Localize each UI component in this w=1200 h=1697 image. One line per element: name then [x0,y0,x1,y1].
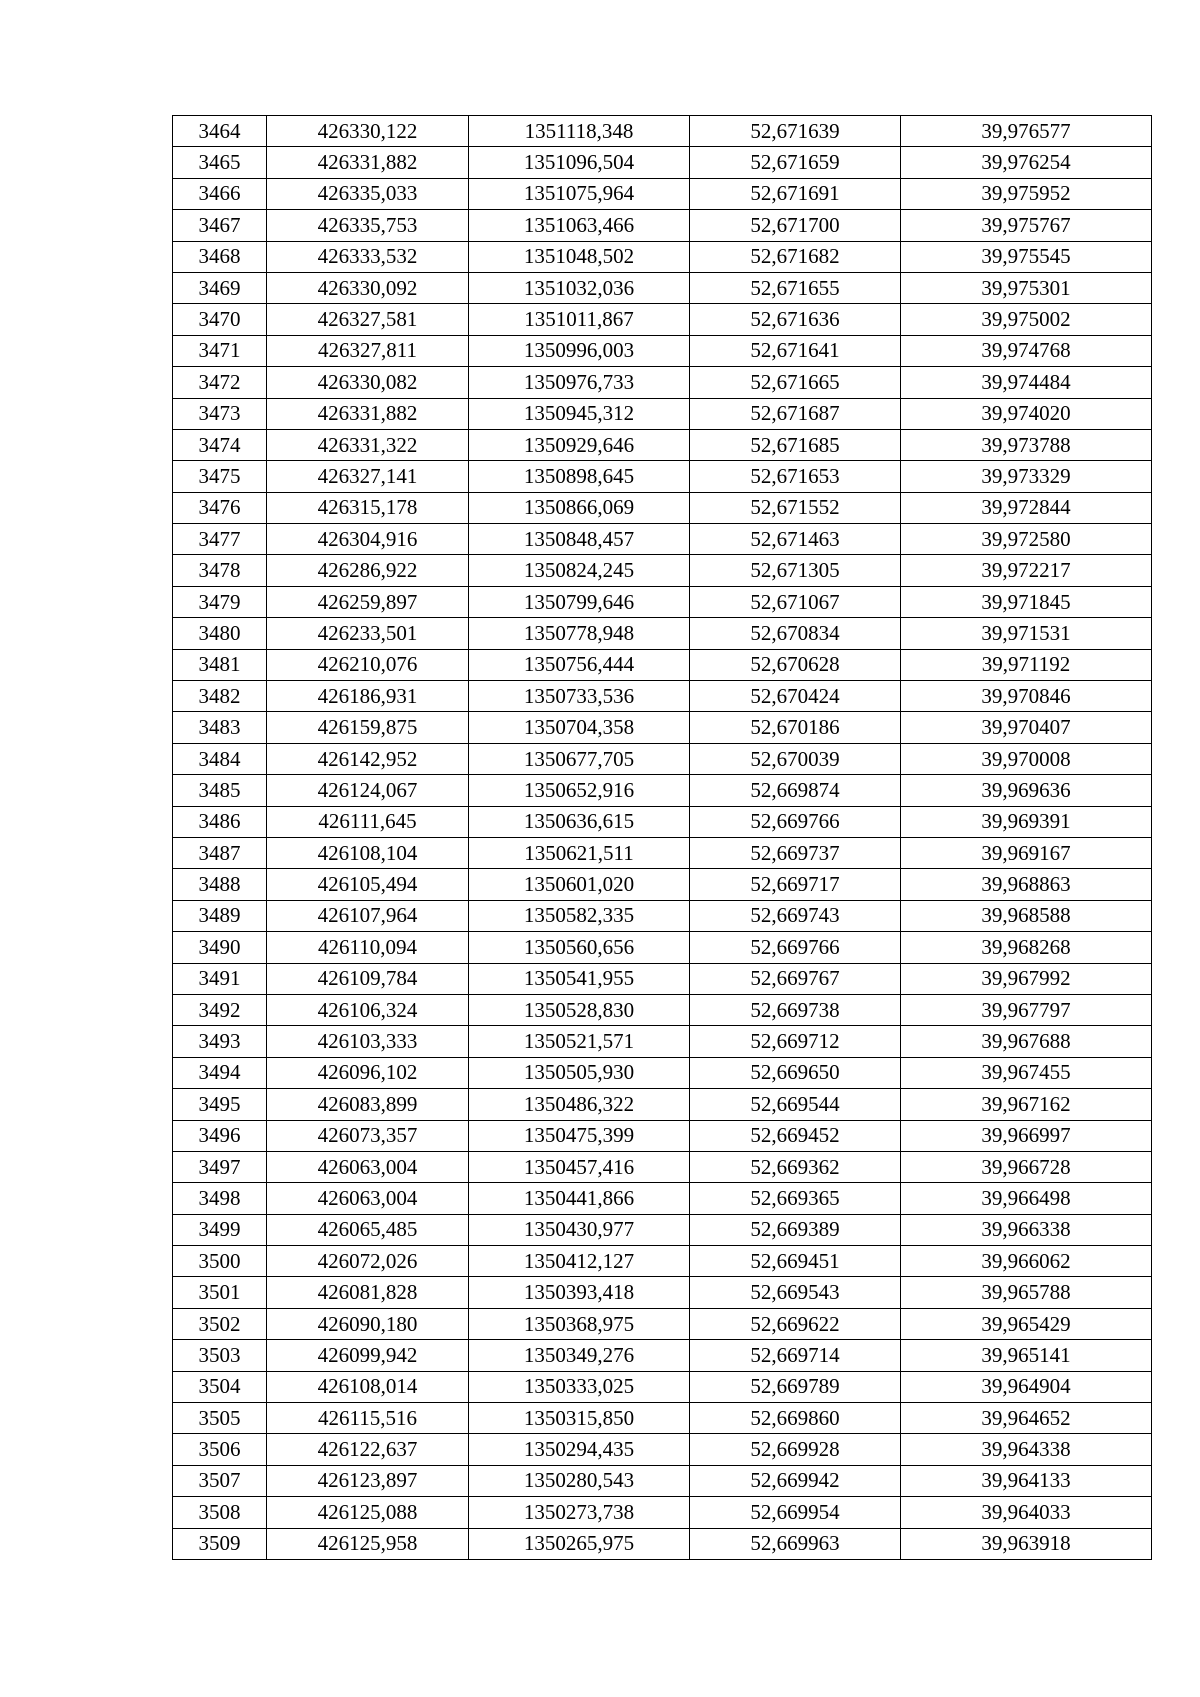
x-coordinate-cell: 426099,942 [267,1340,469,1371]
table-row [173,1246,1152,1277]
table-row [173,555,1152,586]
y-coordinate-cell: 1350824,245 [469,555,690,586]
y-coordinate-cell: 1350652,916 [469,775,690,806]
table-row [173,649,1152,680]
table-row [173,1057,1152,1088]
y-coordinate-cell: 1350393,418 [469,1277,690,1308]
longitude-cell: 39,966338 [901,1214,1152,1245]
table-row [173,1277,1152,1308]
x-coordinate-cell: 426106,324 [267,994,469,1025]
point-number-cell: 3493 [173,1026,267,1057]
x-coordinate-cell: 426110,094 [267,932,469,963]
x-coordinate-cell: 426331,882 [267,147,469,178]
latitude-cell: 52,669365 [690,1183,901,1214]
table-row [173,398,1152,429]
x-coordinate-cell: 426304,916 [267,524,469,555]
y-coordinate-cell: 1351118,348 [469,116,690,147]
longitude-cell: 39,971845 [901,586,1152,617]
x-coordinate-cell: 426331,322 [267,429,469,460]
y-coordinate-cell: 1350582,335 [469,900,690,931]
table-row [173,147,1152,178]
latitude-cell: 52,669622 [690,1308,901,1339]
y-coordinate-cell: 1350898,645 [469,461,690,492]
longitude-cell: 39,964652 [901,1403,1152,1434]
point-number-cell: 3475 [173,461,267,492]
x-coordinate-cell: 426330,082 [267,367,469,398]
point-number-cell: 3474 [173,429,267,460]
point-number-cell: 3487 [173,837,267,868]
longitude-cell: 39,965141 [901,1340,1152,1371]
x-coordinate-cell: 426335,753 [267,210,469,241]
table-row [173,1026,1152,1057]
point-number-cell: 3495 [173,1089,267,1120]
y-coordinate-cell: 1350866,069 [469,492,690,523]
latitude-cell: 52,671659 [690,147,901,178]
coordinates-table-body [173,116,1152,1560]
table-row [173,304,1152,335]
y-coordinate-cell: 1350349,276 [469,1340,690,1371]
longitude-cell: 39,969636 [901,775,1152,806]
latitude-cell: 52,670834 [690,618,901,649]
latitude-cell: 52,671691 [690,178,901,209]
y-coordinate-cell: 1350636,615 [469,806,690,837]
table-row [173,900,1152,931]
y-coordinate-cell: 1350799,646 [469,586,690,617]
x-coordinate-cell: 426109,784 [267,963,469,994]
point-number-cell: 3488 [173,869,267,900]
table-row [173,806,1152,837]
y-coordinate-cell: 1350756,444 [469,649,690,680]
x-coordinate-cell: 426115,516 [267,1403,469,1434]
x-coordinate-cell: 426063,004 [267,1183,469,1214]
table-row [173,1465,1152,1496]
point-number-cell: 3482 [173,681,267,712]
longitude-cell: 39,972844 [901,492,1152,523]
longitude-cell: 39,967992 [901,963,1152,994]
y-coordinate-cell: 1351032,036 [469,272,690,303]
longitude-cell: 39,975952 [901,178,1152,209]
y-coordinate-cell: 1350280,543 [469,1465,690,1496]
table-row [173,869,1152,900]
longitude-cell: 39,968863 [901,869,1152,900]
latitude-cell: 52,671685 [690,429,901,460]
latitude-cell: 52,669766 [690,932,901,963]
table-row [173,994,1152,1025]
latitude-cell: 52,671655 [690,272,901,303]
x-coordinate-cell: 426327,581 [267,304,469,335]
x-coordinate-cell: 426090,180 [267,1308,469,1339]
latitude-cell: 52,669543 [690,1277,901,1308]
y-coordinate-cell: 1350333,025 [469,1371,690,1402]
x-coordinate-cell: 426111,645 [267,806,469,837]
longitude-cell: 39,965788 [901,1277,1152,1308]
longitude-cell: 39,975301 [901,272,1152,303]
point-number-cell: 3472 [173,367,267,398]
point-number-cell: 3506 [173,1434,267,1465]
table-row [173,178,1152,209]
point-number-cell: 3505 [173,1403,267,1434]
y-coordinate-cell: 1350560,656 [469,932,690,963]
x-coordinate-cell: 426124,067 [267,775,469,806]
longitude-cell: 39,963918 [901,1528,1152,1559]
y-coordinate-cell: 1350848,457 [469,524,690,555]
y-coordinate-cell: 1350733,536 [469,681,690,712]
latitude-cell: 52,671305 [690,555,901,586]
y-coordinate-cell: 1351096,504 [469,147,690,178]
latitude-cell: 52,669544 [690,1089,901,1120]
longitude-cell: 39,972580 [901,524,1152,555]
x-coordinate-cell: 426108,104 [267,837,469,868]
latitude-cell: 52,671067 [690,586,901,617]
latitude-cell: 52,669942 [690,1465,901,1496]
latitude-cell: 52,671636 [690,304,901,335]
longitude-cell: 39,964338 [901,1434,1152,1465]
x-coordinate-cell: 426330,092 [267,272,469,303]
latitude-cell: 52,671665 [690,367,901,398]
x-coordinate-cell: 426333,532 [267,241,469,272]
longitude-cell: 39,968268 [901,932,1152,963]
longitude-cell: 39,975767 [901,210,1152,241]
x-coordinate-cell: 426186,931 [267,681,469,712]
longitude-cell: 39,967797 [901,994,1152,1025]
table-row [173,241,1152,272]
point-number-cell: 3509 [173,1528,267,1559]
point-number-cell: 3466 [173,178,267,209]
y-coordinate-cell: 1351063,466 [469,210,690,241]
latitude-cell: 52,669860 [690,1403,901,1434]
point-number-cell: 3500 [173,1246,267,1277]
x-coordinate-cell: 426327,811 [267,335,469,366]
point-number-cell: 3494 [173,1057,267,1088]
y-coordinate-cell: 1351048,502 [469,241,690,272]
longitude-cell: 39,967688 [901,1026,1152,1057]
x-coordinate-cell: 426125,088 [267,1497,469,1528]
table-row [173,775,1152,806]
point-number-cell: 3485 [173,775,267,806]
y-coordinate-cell: 1350273,738 [469,1497,690,1528]
x-coordinate-cell: 426107,964 [267,900,469,931]
x-coordinate-cell: 426259,897 [267,586,469,617]
latitude-cell: 52,669743 [690,900,901,931]
longitude-cell: 39,976254 [901,147,1152,178]
point-number-cell: 3483 [173,712,267,743]
point-number-cell: 3492 [173,994,267,1025]
latitude-cell: 52,669452 [690,1120,901,1151]
latitude-cell: 52,669737 [690,837,901,868]
table-row [173,743,1152,774]
table-row [173,492,1152,523]
longitude-cell: 39,975545 [901,241,1152,272]
point-number-cell: 3502 [173,1308,267,1339]
longitude-cell: 39,964133 [901,1465,1152,1496]
longitude-cell: 39,976577 [901,116,1152,147]
point-number-cell: 3470 [173,304,267,335]
x-coordinate-cell: 426335,033 [267,178,469,209]
longitude-cell: 39,966498 [901,1183,1152,1214]
longitude-cell: 39,970008 [901,743,1152,774]
x-coordinate-cell: 426105,494 [267,869,469,900]
table-row [173,681,1152,712]
table-row [173,1340,1152,1371]
point-number-cell: 3491 [173,963,267,994]
table-row [173,932,1152,963]
latitude-cell: 52,669451 [690,1246,901,1277]
x-coordinate-cell: 426125,958 [267,1528,469,1559]
x-coordinate-cell: 426122,637 [267,1434,469,1465]
table-row [173,429,1152,460]
x-coordinate-cell: 426331,882 [267,398,469,429]
point-number-cell: 3499 [173,1214,267,1245]
latitude-cell: 52,670628 [690,649,901,680]
x-coordinate-cell: 426286,922 [267,555,469,586]
x-coordinate-cell: 426063,004 [267,1151,469,1182]
latitude-cell: 52,671653 [690,461,901,492]
point-number-cell: 3469 [173,272,267,303]
y-coordinate-cell: 1350368,975 [469,1308,690,1339]
y-coordinate-cell: 1350521,571 [469,1026,690,1057]
table-row [173,1089,1152,1120]
longitude-cell: 39,964033 [901,1497,1152,1528]
latitude-cell: 52,669738 [690,994,901,1025]
x-coordinate-cell: 426327,141 [267,461,469,492]
latitude-cell: 52,669362 [690,1151,901,1182]
point-number-cell: 3465 [173,147,267,178]
table-row [173,712,1152,743]
table-row [173,367,1152,398]
longitude-cell: 39,968588 [901,900,1152,931]
y-coordinate-cell: 1350945,312 [469,398,690,429]
longitude-cell: 39,971531 [901,618,1152,649]
point-number-cell: 3496 [173,1120,267,1151]
latitude-cell: 52,671641 [690,335,901,366]
y-coordinate-cell: 1350996,003 [469,335,690,366]
x-coordinate-cell: 426096,102 [267,1057,469,1088]
longitude-cell: 39,970846 [901,681,1152,712]
longitude-cell: 39,967162 [901,1089,1152,1120]
longitude-cell: 39,966997 [901,1120,1152,1151]
y-coordinate-cell: 1350294,435 [469,1434,690,1465]
x-coordinate-cell: 426103,333 [267,1026,469,1057]
latitude-cell: 52,669717 [690,869,901,900]
table-row [173,618,1152,649]
y-coordinate-cell: 1350265,975 [469,1528,690,1559]
longitude-cell: 39,970407 [901,712,1152,743]
y-coordinate-cell: 1350315,850 [469,1403,690,1434]
latitude-cell: 52,669928 [690,1434,901,1465]
table-row [173,1434,1152,1465]
y-coordinate-cell: 1350621,511 [469,837,690,868]
point-number-cell: 3497 [173,1151,267,1182]
latitude-cell: 52,669389 [690,1214,901,1245]
latitude-cell: 52,669963 [690,1528,901,1559]
latitude-cell: 52,669954 [690,1497,901,1528]
y-coordinate-cell: 1350677,705 [469,743,690,774]
x-coordinate-cell: 426330,122 [267,116,469,147]
x-coordinate-cell: 426315,178 [267,492,469,523]
table-row [173,1120,1152,1151]
longitude-cell: 39,974020 [901,398,1152,429]
point-number-cell: 3486 [173,806,267,837]
latitude-cell: 52,669789 [690,1371,901,1402]
longitude-cell: 39,974768 [901,335,1152,366]
latitude-cell: 52,670039 [690,743,901,774]
latitude-cell: 52,671682 [690,241,901,272]
latitude-cell: 52,670424 [690,681,901,712]
latitude-cell: 52,671463 [690,524,901,555]
x-coordinate-cell: 426233,501 [267,618,469,649]
table-row [173,461,1152,492]
y-coordinate-cell: 1350505,930 [469,1057,690,1088]
longitude-cell: 39,973788 [901,429,1152,460]
table-row [173,586,1152,617]
longitude-cell: 39,966728 [901,1151,1152,1182]
y-coordinate-cell: 1350704,358 [469,712,690,743]
table-row [173,1497,1152,1528]
latitude-cell: 52,669874 [690,775,901,806]
y-coordinate-cell: 1350929,646 [469,429,690,460]
y-coordinate-cell: 1350457,416 [469,1151,690,1182]
x-coordinate-cell: 426072,026 [267,1246,469,1277]
longitude-cell: 39,969391 [901,806,1152,837]
table-row [173,272,1152,303]
point-number-cell: 3484 [173,743,267,774]
table-row [173,1214,1152,1245]
longitude-cell: 39,975002 [901,304,1152,335]
table-row [173,210,1152,241]
longitude-cell: 39,974484 [901,367,1152,398]
y-coordinate-cell: 1350430,977 [469,1214,690,1245]
point-number-cell: 3489 [173,900,267,931]
y-coordinate-cell: 1350475,399 [469,1120,690,1151]
point-number-cell: 3464 [173,116,267,147]
y-coordinate-cell: 1351075,964 [469,178,690,209]
x-coordinate-cell: 426073,357 [267,1120,469,1151]
table-row [173,837,1152,868]
x-coordinate-cell: 426142,952 [267,743,469,774]
table-row [173,1183,1152,1214]
point-number-cell: 3498 [173,1183,267,1214]
latitude-cell: 52,669712 [690,1026,901,1057]
latitude-cell: 52,671552 [690,492,901,523]
longitude-cell: 39,969167 [901,837,1152,868]
point-number-cell: 3467 [173,210,267,241]
table-row [173,1308,1152,1339]
x-coordinate-cell: 426210,076 [267,649,469,680]
table-row [173,1371,1152,1402]
table-row [173,335,1152,366]
point-number-cell: 3481 [173,649,267,680]
table-row [173,1403,1152,1434]
latitude-cell: 52,670186 [690,712,901,743]
point-number-cell: 3478 [173,555,267,586]
point-number-cell: 3471 [173,335,267,366]
y-coordinate-cell: 1350976,733 [469,367,690,398]
point-number-cell: 3476 [173,492,267,523]
longitude-cell: 39,972217 [901,555,1152,586]
longitude-cell: 39,973329 [901,461,1152,492]
latitude-cell: 52,671687 [690,398,901,429]
point-number-cell: 3479 [173,586,267,617]
longitude-cell: 39,965429 [901,1308,1152,1339]
y-coordinate-cell: 1350412,127 [469,1246,690,1277]
point-number-cell: 3480 [173,618,267,649]
table-row [173,963,1152,994]
point-number-cell: 3508 [173,1497,267,1528]
y-coordinate-cell: 1350528,830 [469,994,690,1025]
latitude-cell: 52,669714 [690,1340,901,1371]
y-coordinate-cell: 1350541,955 [469,963,690,994]
x-coordinate-cell: 426123,897 [267,1465,469,1496]
x-coordinate-cell: 426159,875 [267,712,469,743]
table-row [173,1528,1152,1559]
point-number-cell: 3507 [173,1465,267,1496]
y-coordinate-cell: 1350486,322 [469,1089,690,1120]
coordinates-table [172,115,1152,1560]
point-number-cell: 3504 [173,1371,267,1402]
x-coordinate-cell: 426108,014 [267,1371,469,1402]
latitude-cell: 52,671639 [690,116,901,147]
table-row [173,1151,1152,1182]
y-coordinate-cell: 1350601,020 [469,869,690,900]
point-number-cell: 3503 [173,1340,267,1371]
longitude-cell: 39,971192 [901,649,1152,680]
latitude-cell: 52,669650 [690,1057,901,1088]
point-number-cell: 3477 [173,524,267,555]
x-coordinate-cell: 426083,899 [267,1089,469,1120]
y-coordinate-cell: 1350441,866 [469,1183,690,1214]
point-number-cell: 3501 [173,1277,267,1308]
y-coordinate-cell: 1350778,948 [469,618,690,649]
x-coordinate-cell: 426065,485 [267,1214,469,1245]
table-row [173,524,1152,555]
point-number-cell: 3490 [173,932,267,963]
table-row [173,116,1152,147]
longitude-cell: 39,964904 [901,1371,1152,1402]
latitude-cell: 52,669767 [690,963,901,994]
y-coordinate-cell: 1351011,867 [469,304,690,335]
latitude-cell: 52,671700 [690,210,901,241]
point-number-cell: 3473 [173,398,267,429]
x-coordinate-cell: 426081,828 [267,1277,469,1308]
latitude-cell: 52,669766 [690,806,901,837]
longitude-cell: 39,967455 [901,1057,1152,1088]
point-number-cell: 3468 [173,241,267,272]
longitude-cell: 39,966062 [901,1246,1152,1277]
